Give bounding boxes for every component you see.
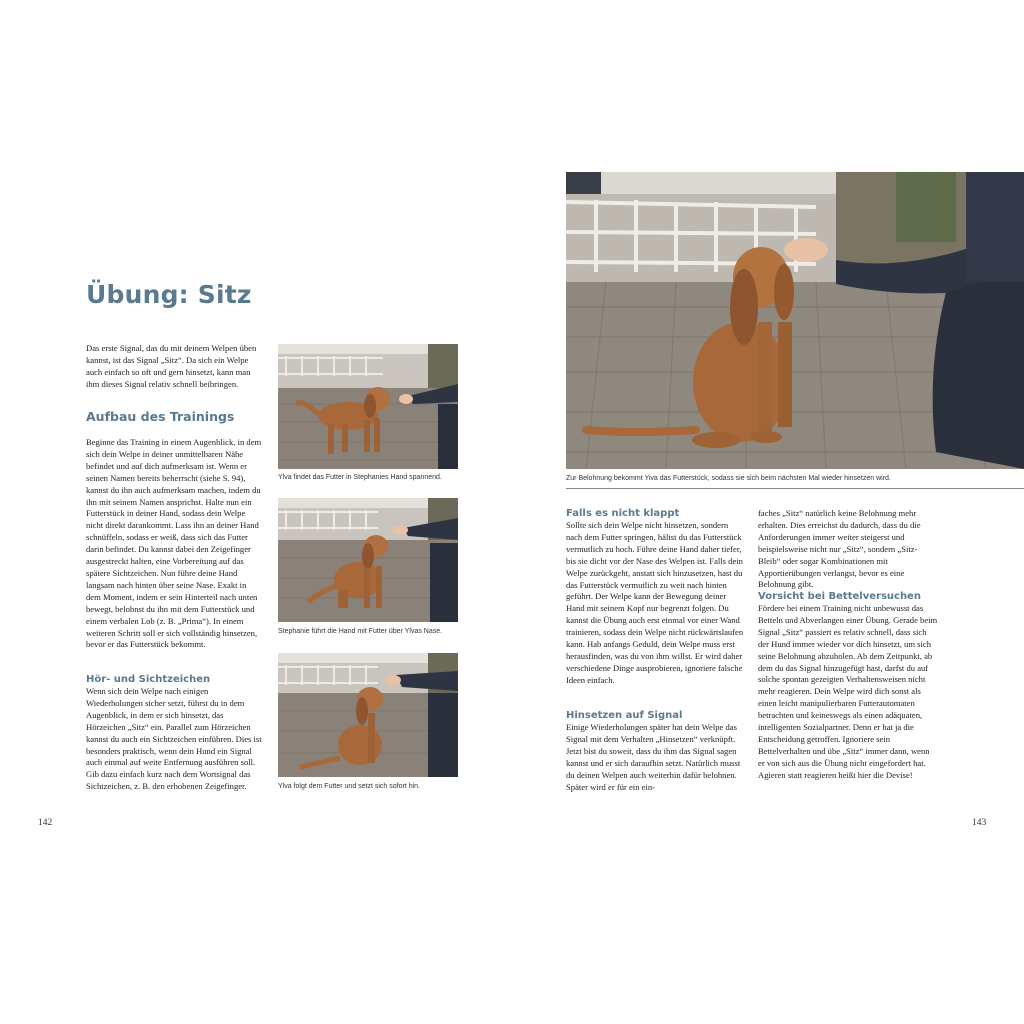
section-heading-aufbau: Aufbau des Trainings — [86, 409, 235, 424]
hoer-sicht-paragraph: Wenn sich dein Welpe nach einigen Wiederholungen sicher setzt, führst du in dem Augenblick, in dem er sich hinsetzt, das Hörzeichen „Sitz“ ein. Parallel zum Hörzeichen kannst du auch ein Sichtzeichen einführen. Dies ist besonders praktisch, wenn dein Hund ein Signal auch einmal auf weite Entfernung ausführen soll. Gib dazu einfach kurz nach dem Wortsignal das Sichtzeichen, z. B. den erhobenen Zeigefinger. — [86, 686, 262, 792]
photo-hand-over-nose — [278, 498, 458, 622]
section-heading-vorsicht: Vorsicht bei Bettelversuchen — [758, 591, 921, 602]
intro-paragraph: Das erste Signal, das du mit deinem Welpen üben kannst, ist das Signal „Sitz“. Da sich ein Welpe auch einfach so oft und gern hinsetzt, kann man ihm dieses Signal relativ schnell beibringen. — [86, 343, 257, 389]
photo-main-reward — [566, 172, 1024, 469]
caption-photo-3: Ylva folgt dem Futter und setzt sich sofort hin. — [278, 783, 421, 790]
page-number-right: 143 — [972, 818, 987, 828]
hinsetzen-paragraph: Einige Wiederholungen später hat dein Welpe das Signal mit dem Verhalten „Hinsetzen“ verknüpft. Jetzt bist du soweit, dass du ihm das Signal sagen kannst und er sich daraufhin setzt. Natürlich musst du deinen Welpen auch weiterhin dafür belohnen. Später wird er für ein ein- — [566, 722, 741, 792]
falls-paragraph: Sollte sich dein Welpe nicht hinsetzen, sondern nach dem Futter springen, hältst du das Futterstück vermutlich zu hoch. Führe deine Hand daher tiefer, bis sie dicht vor der Nase des Welpen ist. Falls dein Welpe zurückgeht, anstatt sich hinzusetzen, hast du das Futterstück vermutlich zu weit nach hinten geführt. Der Welpe kann der Bewegung deiner Hand mit seinem Kopf nur begrenzt folgen. Du kannst die Übung auch erst einmal vor einer Wand trainieren, sodass dein Welpe nicht rückwärtslaufen kann. Hab anfangs Geduld, dein Welpe muss erst herausfinden, was du von ihm willst. Er wird daher verschiedene Dinge ausprobieren, ignoriere falsche Ideen einfach. — [566, 520, 744, 685]
section-heading-hoer-sicht: Hör- und Sichtzeichen — [86, 674, 211, 685]
photo-hand-over-nose-image — [278, 498, 458, 622]
photo-puppy-sitting-image — [278, 653, 458, 777]
aufbau-paragraph: Beginne das Training in einem Augenblick, in dem sich dein Welpe in deiner unmittelbaren Nähe befindet und auf dich aufmerksam ist. Wenn er seinen Namen bereits beherrscht (siehe S. 94), kannst du ihn auch aufmerksam machen, indem du ihn mit seinem Namen ansprichst. Halte nun ein Futterstück in deiner Hand, sodass dein Welpe nicht direkt darankommt. Lass ihn an deiner Hand schnüffeln, sodass er weiß, dass sich das Futter darin befindet. Du kannst dabei den Zeigefinger ausgestreckt halten, eine Vorbereitung auf das spätere Sichtzeichen. Nun führe deine Hand langsam nach hinten über seine Nase. Exakt in dem Moment, indem er sein Hinterteil nach unten bewegt, belohnst du ihn mit dem Futterstück und einem verbalen Lob (z. B. „Prima“). In einem weiteren Schritt soll er sich vollständig hinsetzen, bevor er das Futterstück bekommt. — [86, 437, 262, 650]
section-heading-falls: Falls es nicht klappt — [566, 508, 680, 519]
photo-puppy-sniffing — [278, 344, 458, 469]
caption-photo-2: Stephanie führt die Hand mit Futter über Ylvas Nase. — [278, 628, 443, 635]
caption-divider — [566, 488, 1024, 489]
caption-main-photo: Zur Belohnung bekommt Yiva das Futterstück, sodass sie sich beim nächsten Mal wieder hinsetzen wird. — [566, 475, 891, 482]
col2-paragraph-1: faches „Sitz“ natürlich keine Belohnung mehr erhalten. Dies erreichst du dadurch, dass du die Anforderungen immer weiter steigerst und beispielsweise nicht nur „Sitz“, sondern „Sitz-Bleib“ oder sogar Kombinationen mit Apportierübungen verlangst, bevor es eine Belohnung gibt. — [758, 508, 921, 590]
page-number-left: 142 — [38, 818, 53, 828]
vorsicht-paragraph: Fördere bei einem Training nicht unbewusst das Betteln und Abverlangen einer Übung. Gerade beim Signal „Sitz“ passiert es relativ schnell, dass sich der Hund immer wieder vor dich hinsetzt, um sich seine Belohnung abzuholen. Ab dem Zeitpunkt, ab dem du das Signal hinzugefügt hast, darfst du auf solche spontan gezeigten Verhaltensweisen nicht mehr reagieren. Dein Welpe wird dich sonst als einen leicht manipulierbaren Futterautomaten betrachten und keineswegs als einen adäquaten, intelligenten Sozialpartner. Denn er hat ja die Entscheidung getroffen. Ignoriere sein Bettelverhalten und übe „Sitz“ immer dann, wenn er von sich aus die Übung nicht eingefordert hat. Agieren statt reagieren heißt hier die Devise! — [758, 603, 938, 780]
photo-main-reward-image — [566, 172, 1024, 469]
photo-puppy-sniffing-image — [278, 344, 458, 469]
page-title: Übung: Sitz — [86, 280, 252, 309]
caption-photo-1: Ylva findet das Futter in Stephanies Hand spannend. — [278, 474, 442, 481]
section-heading-hinsetzen: Hinsetzen auf Signal — [566, 710, 683, 721]
photo-puppy-sitting — [278, 653, 458, 777]
